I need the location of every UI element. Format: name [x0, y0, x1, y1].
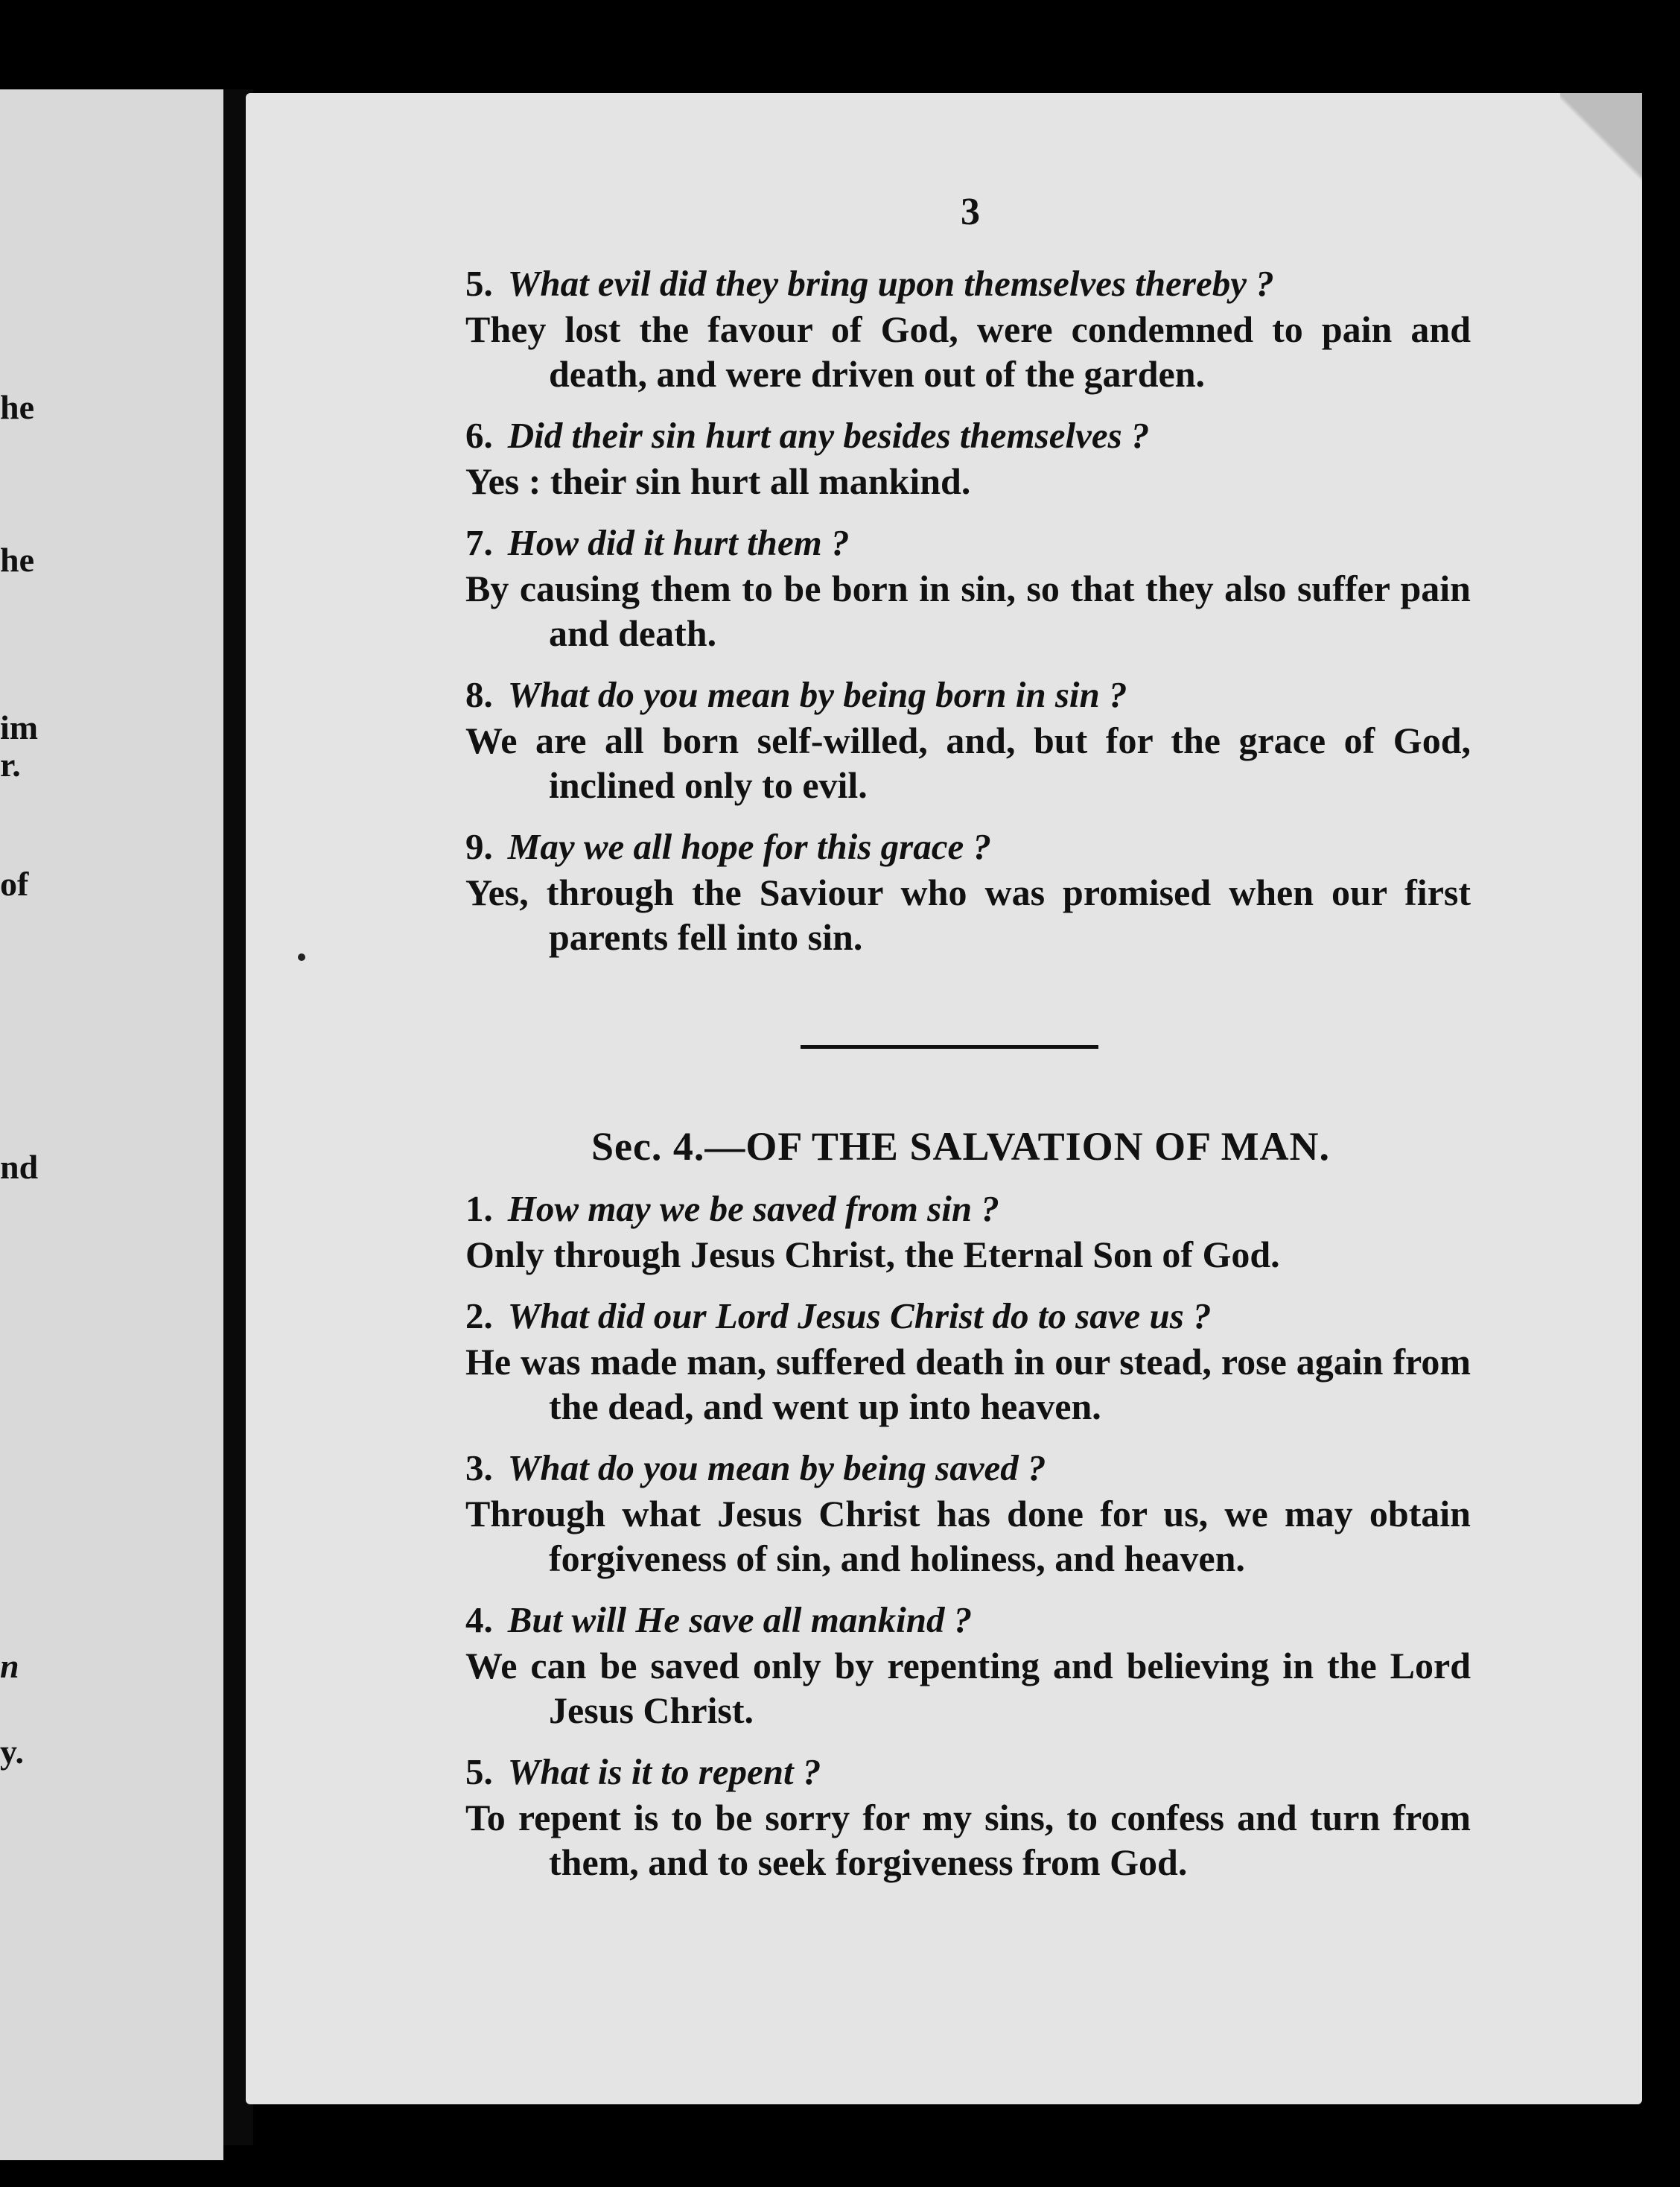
folded-corner	[1560, 93, 1642, 182]
left-fragment: y.	[0, 1733, 24, 1771]
answer: Through what Jesus Christ has done for us, we may obtain forgiveness of sin, and holiness, and heaven.	[465, 1493, 1471, 1579]
question	[465, 824, 1471, 870]
qa-item	[465, 1445, 1471, 1581]
answer: We can be saved only by repenting and believing in the Lord Jesus Christ.	[465, 1645, 1471, 1731]
qa-item	[465, 672, 1471, 807]
qa-item	[465, 1293, 1471, 1429]
question	[465, 261, 1471, 307]
qa-item	[465, 1597, 1471, 1733]
section-divider	[801, 1045, 1098, 1049]
question-number: 9.	[465, 826, 493, 867]
question-number: 6.	[465, 415, 493, 456]
question-number: 1.	[465, 1188, 493, 1229]
qa-item	[465, 824, 1471, 959]
question-number: 7.	[465, 522, 493, 563]
question	[465, 672, 1471, 718]
question-number: 5.	[465, 263, 493, 304]
question	[465, 413, 1471, 459]
question	[465, 1186, 1471, 1232]
question-number: 5.	[465, 1751, 493, 1792]
left-fragment: he	[0, 388, 34, 426]
question-text: What is it to repent ?	[507, 1751, 821, 1792]
qa-item	[465, 1186, 1471, 1277]
question-text: What do you mean by being saved ?	[507, 1447, 1046, 1488]
section-3-questions	[465, 261, 1471, 959]
section-4-questions	[465, 1186, 1471, 1885]
question-text: What do you mean by being born in sin ?	[507, 674, 1127, 715]
question-number: 3.	[465, 1447, 493, 1488]
question-number: 2.	[465, 1295, 493, 1336]
section-heading: Sec. 4.—OF THE SALVATION OF MAN.	[591, 1124, 1331, 1169]
qa-item	[465, 413, 1471, 504]
question	[465, 1749, 1471, 1795]
answer: He was made man, suffered death in our stead, rose again from the dead, and went up into heaven.	[465, 1341, 1471, 1427]
question-text: What did our Lord Jesus Christ do to save us ?	[507, 1295, 1212, 1336]
answer: Only through Jesus Christ, the Eternal Son of God.	[465, 1234, 1280, 1275]
question	[465, 520, 1471, 566]
left-fragment: he	[0, 541, 34, 579]
question	[465, 1597, 1471, 1643]
question-text: How may we be saved from sin ?	[507, 1188, 999, 1229]
left-fragment: n	[0, 1647, 19, 1685]
page-content	[465, 261, 1471, 1901]
left-fragment: nd	[0, 1148, 39, 1186]
left-fragment: of	[0, 865, 29, 903]
answer: Yes : their sin hurt all mankind.	[465, 460, 971, 502]
question-text: But will He save all mankind ?	[507, 1599, 973, 1640]
question	[465, 1293, 1471, 1339]
qa-item	[465, 261, 1471, 396]
left-fragment: r.	[0, 746, 21, 784]
left-page	[0, 89, 223, 2160]
question-number: 4.	[465, 1599, 493, 1640]
answer: By causing them to be born in sin, so that they also suffer pain and death.	[465, 568, 1471, 654]
speck	[298, 953, 305, 961]
qa-item	[465, 520, 1471, 656]
answer: Yes, through the Saviour who was promised when our first parents fell into sin.	[465, 872, 1471, 958]
question	[465, 1445, 1471, 1491]
question-number: 8.	[465, 674, 493, 715]
answer: We are all born self-willed, and, but for the grace of God, inclined only to evil.	[465, 720, 1471, 806]
answer: To repent is to be sorry for my sins, to confess and turn from them, and to seek forgiveness from God.	[465, 1797, 1471, 1883]
left-fragment: im	[0, 708, 39, 746]
question-text: Did their sin hurt any besides themselves ?	[507, 415, 1150, 456]
page-number: 3	[961, 191, 980, 233]
question-text: What evil did they bring upon themselves thereby ?	[507, 263, 1274, 304]
answer: They lost the favour of God, were condemned to pain and death, and were driven out of the garden.	[465, 308, 1471, 395]
question-text: May we all hope for this grace ?	[507, 826, 991, 867]
qa-item	[465, 1749, 1471, 1885]
question-text: How did it hurt them ?	[507, 522, 850, 563]
